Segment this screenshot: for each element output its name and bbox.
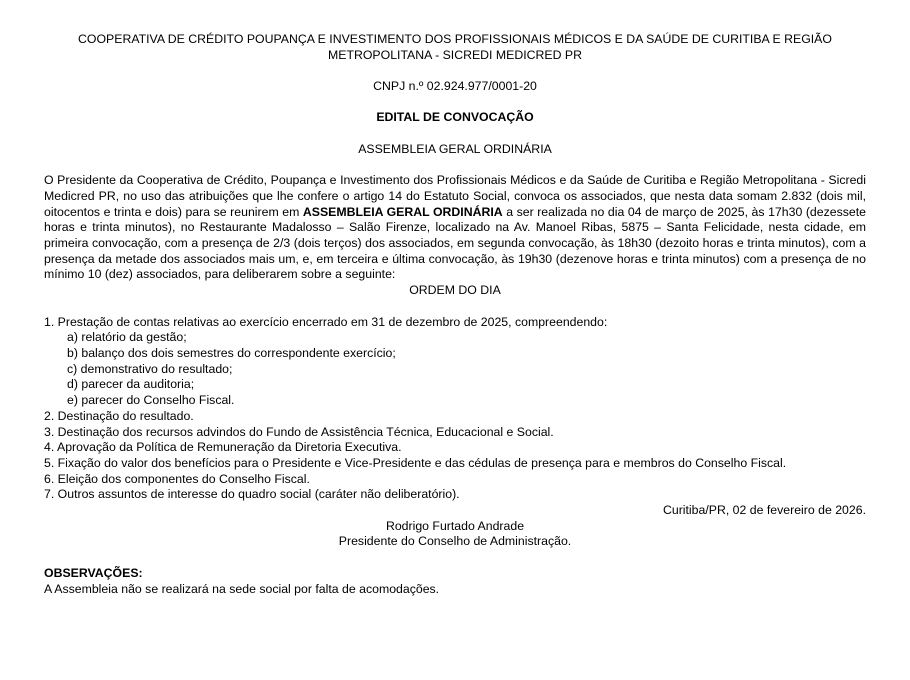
- signatory-name: Rodrigo Furtado Andrade: [385, 518, 525, 533]
- agenda-item: 2. Destinação do resultado.: [44, 408, 194, 423]
- edital-document: [44, 0, 866, 597]
- document-subtitle: ASSEMBLEIA GERAL ORDINÁRIA: [358, 141, 552, 156]
- agenda-item: 3. Destinação dos recursos advindos do Fundo de Assistência Técnica, Educacional e Social.: [44, 424, 554, 439]
- cooperative-name: COOPERATIVA DE CRÉDITO POUPANÇA E INVESTIMENTO DOS PROFISSIONAIS MÉDICOS E DA SAÚDE DE CURITIBA E REGIÃO METROPOLITANA - SICREDI MEDICRED PR: [78, 32, 832, 62]
- convocation-paragraph: O Presidente da Cooperativa de Crédito, Poupança e Investimento dos Profissionais Médicos e da Saúde de Curitiba e Região Metropolitana - Sicredi Medicred PR, no uso das atribuições que lhe confere o artigo 14 do Estatuto Social, convoca os associados, que nesta data somam 2.832 (dois mil, oitocentos e trinta e dois) para se reunirem em ASSEMBLEIA GERAL ORDINÁRIA a ser realizada no dia 04 de março de 2025, às 17h30 (dezessete horas e trinta minutos), no Restaurante Madalosso – Salão Firenze, localizado na Av. Manoel Ribas, 5875 – Santa Felicidade, nesta cidade, em primeira convocação, com a presença de 2/3 (dois terços) dos associados, em segunda convocação, às 18h30 (dezoito horas e trinta minutos), com a presença da metade dos associados mais um, e, em terceira e última convocação, às 19h30 (dezenove horas e trinta minutos) com a presença de no mínimo 10 (dez) associados, para deliberarem sobre a seguinte:: [44, 173, 866, 282]
- agenda-item: 7. Outros assuntos de interesse do quadro social (caráter não deliberatório).: [44, 487, 460, 502]
- signatory-role: Presidente do Conselho de Administração.: [338, 534, 572, 549]
- observations-heading: OBSERVAÇÕES:: [44, 565, 143, 580]
- document-title: EDITAL DE CONVOCAÇÃO: [376, 110, 534, 125]
- cnpj: CNPJ n.º 02.924.977/0001-20: [373, 79, 537, 94]
- agenda-item: 1. Prestação de contas relativas ao exercício encerrado em 31 de dezembro de 2025, compreendendo:: [44, 314, 608, 329]
- agenda-subitem: d) parecer da auditoria;: [67, 377, 195, 392]
- agenda-list: [44, 315, 866, 503]
- agenda-subitem: e) parecer do Conselho Fiscal.: [67, 393, 235, 408]
- agenda-item: 4. Aprovação da Política de Remuneração da Diretoria Executiva.: [44, 440, 402, 455]
- agenda-heading: ORDEM DO DIA: [409, 283, 501, 298]
- place-date: Curitiba/PR, 02 de fevereiro de 2026.: [662, 503, 866, 518]
- agenda-subitem: b) balanço dos dois semestres do correspondente exercício;: [67, 345, 396, 360]
- observations-text: A Assembleia não se realizará na sede social por falta de acomodações.: [44, 581, 440, 596]
- agenda-item: 6. Eleição dos componentes do Conselho Fiscal.: [44, 471, 310, 486]
- agenda-subitem: a) relatório da gestão;: [67, 330, 187, 345]
- agenda-subitem: c) demonstrativo do resultado;: [67, 361, 233, 376]
- agenda-item: 5. Fixação do valor dos benefícios para o Presidente e Vice-Presidente e das cédulas de presença para e membros do Conselho Fiscal.: [44, 455, 787, 470]
